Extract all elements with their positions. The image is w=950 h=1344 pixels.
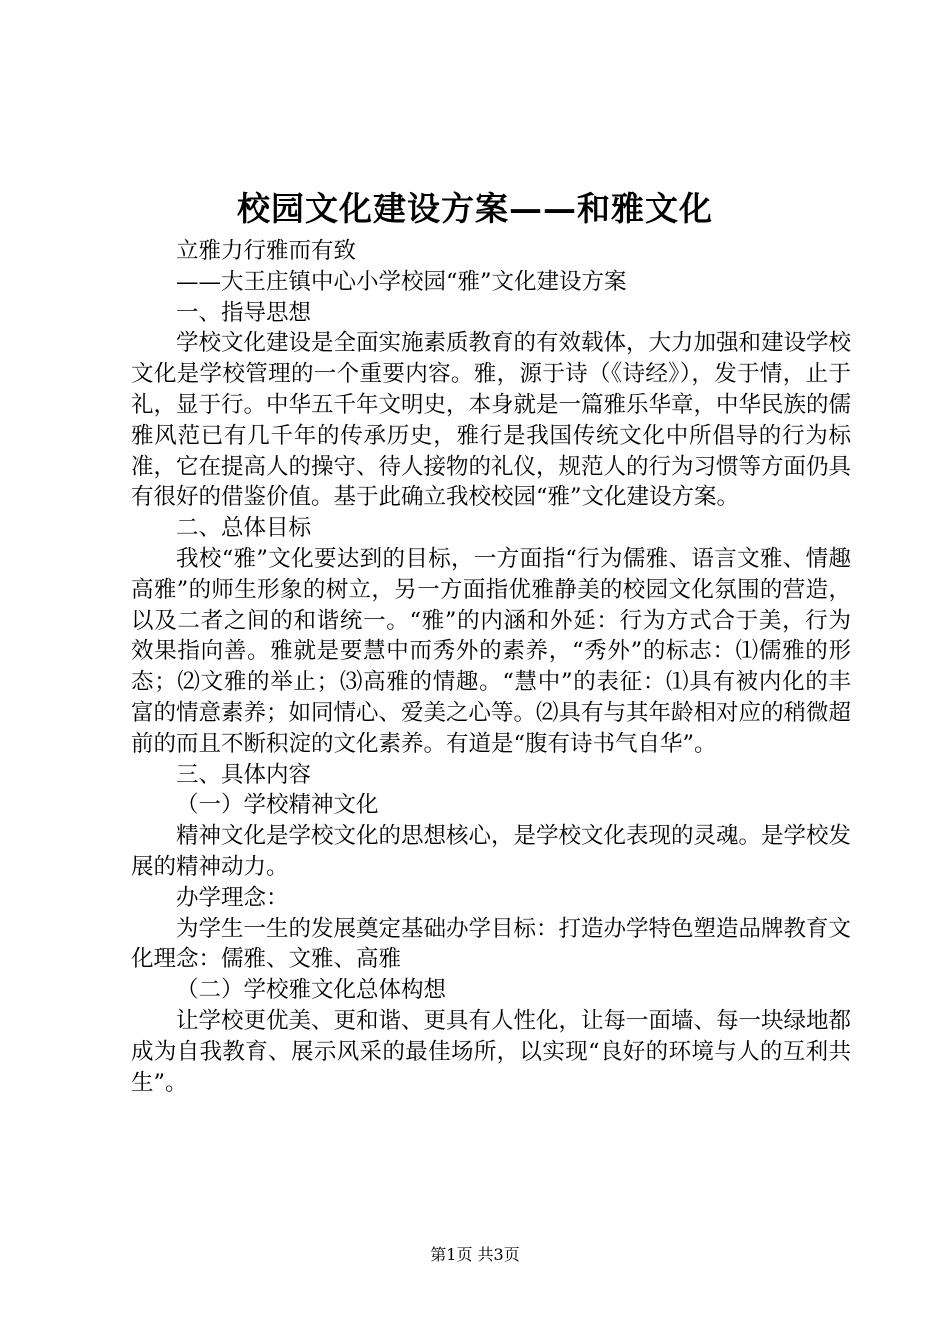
subtitle-plan-name: ——大王庄镇中心小学校园“雅”文化建设方案 xyxy=(176,268,627,295)
document-title: 校园文化建设方案——和雅文化 xyxy=(237,189,713,228)
subtitle-motto: 立雅力行雅而有致 xyxy=(176,238,357,264)
page-number-footer: 第1页 共3页 xyxy=(430,1245,520,1264)
paragraph-overall-goal: 我校“雅”文化要达到的目标，一方面指“行为儒雅、语言文雅、情趣高雅”的师生形象的树立，另一方面指优雅静美的校园文化氛围的营造，以及二者之间的和谐统一。“雅”的内涵和外延：行为方式合于美，行为效果指向善。雅就是要慧中而秀外的素养，“秀外”的标志：⑴儒雅的形态；⑵文雅的举止；⑶高雅的情趣。“慧中”的表征：⑴具有被内化的丰富的情意素养；如同情心、爱美之心等。⑵具有与其年龄相对应的稍微超前的而且不断积淀的文化素养。有道是“腹有诗书气自华”。 xyxy=(131,545,852,757)
label-school-philosophy: 办学理念： xyxy=(176,884,289,911)
section-heading-specific-content: 三、具体内容 xyxy=(176,761,312,788)
paragraph-guiding-ideology: 学校文化建设是全面实施素质教育的有效载体，大力加强和建设学校文化是学校管理的一个重要内容。雅，源于诗（《诗经》），发于情，止于礼，显于行。中华五千年文明史，本身就是一篇雅乐华章，中华民族的儒雅风范已有几千年的传承历史，雅行是我国传统文化中所倡导的行为标准，它在提高人的操守、待人接物的礼仪，规范人的行为习惯等方面仍具有很好的借鉴价值。基于此确立我校校园“雅”文化建设方案。 xyxy=(131,330,852,511)
document-body xyxy=(131,236,851,1098)
paragraph-spiritual-culture: 精神文化是学校文化的思想核心，是学校文化表现的灵魂。是学校发展的精神动力。 xyxy=(131,823,852,880)
section-heading-overall-goal: 二、总体目标 xyxy=(176,515,312,542)
section-heading-guiding-ideology: 一、指导思想 xyxy=(176,299,312,326)
paragraph-overall-concept: 让学校更优美、更和谐、更具有人性化，让每一面墙、每一块绿地都成为自我教育、展示风采的最佳场所，以实现“良好的环境与人的互利共生”。 xyxy=(131,1007,852,1096)
subsection-heading-spiritual-culture: （一）学校精神文化 xyxy=(176,792,379,819)
subsection-heading-overall-concept: （二）学校雅文化总体构想 xyxy=(176,977,447,1004)
paragraph-school-philosophy: 为学生一生的发展奠定基础办学目标：打造办学特色塑造品牌教育文化理念：儒雅、文雅、高雅 xyxy=(131,915,852,973)
